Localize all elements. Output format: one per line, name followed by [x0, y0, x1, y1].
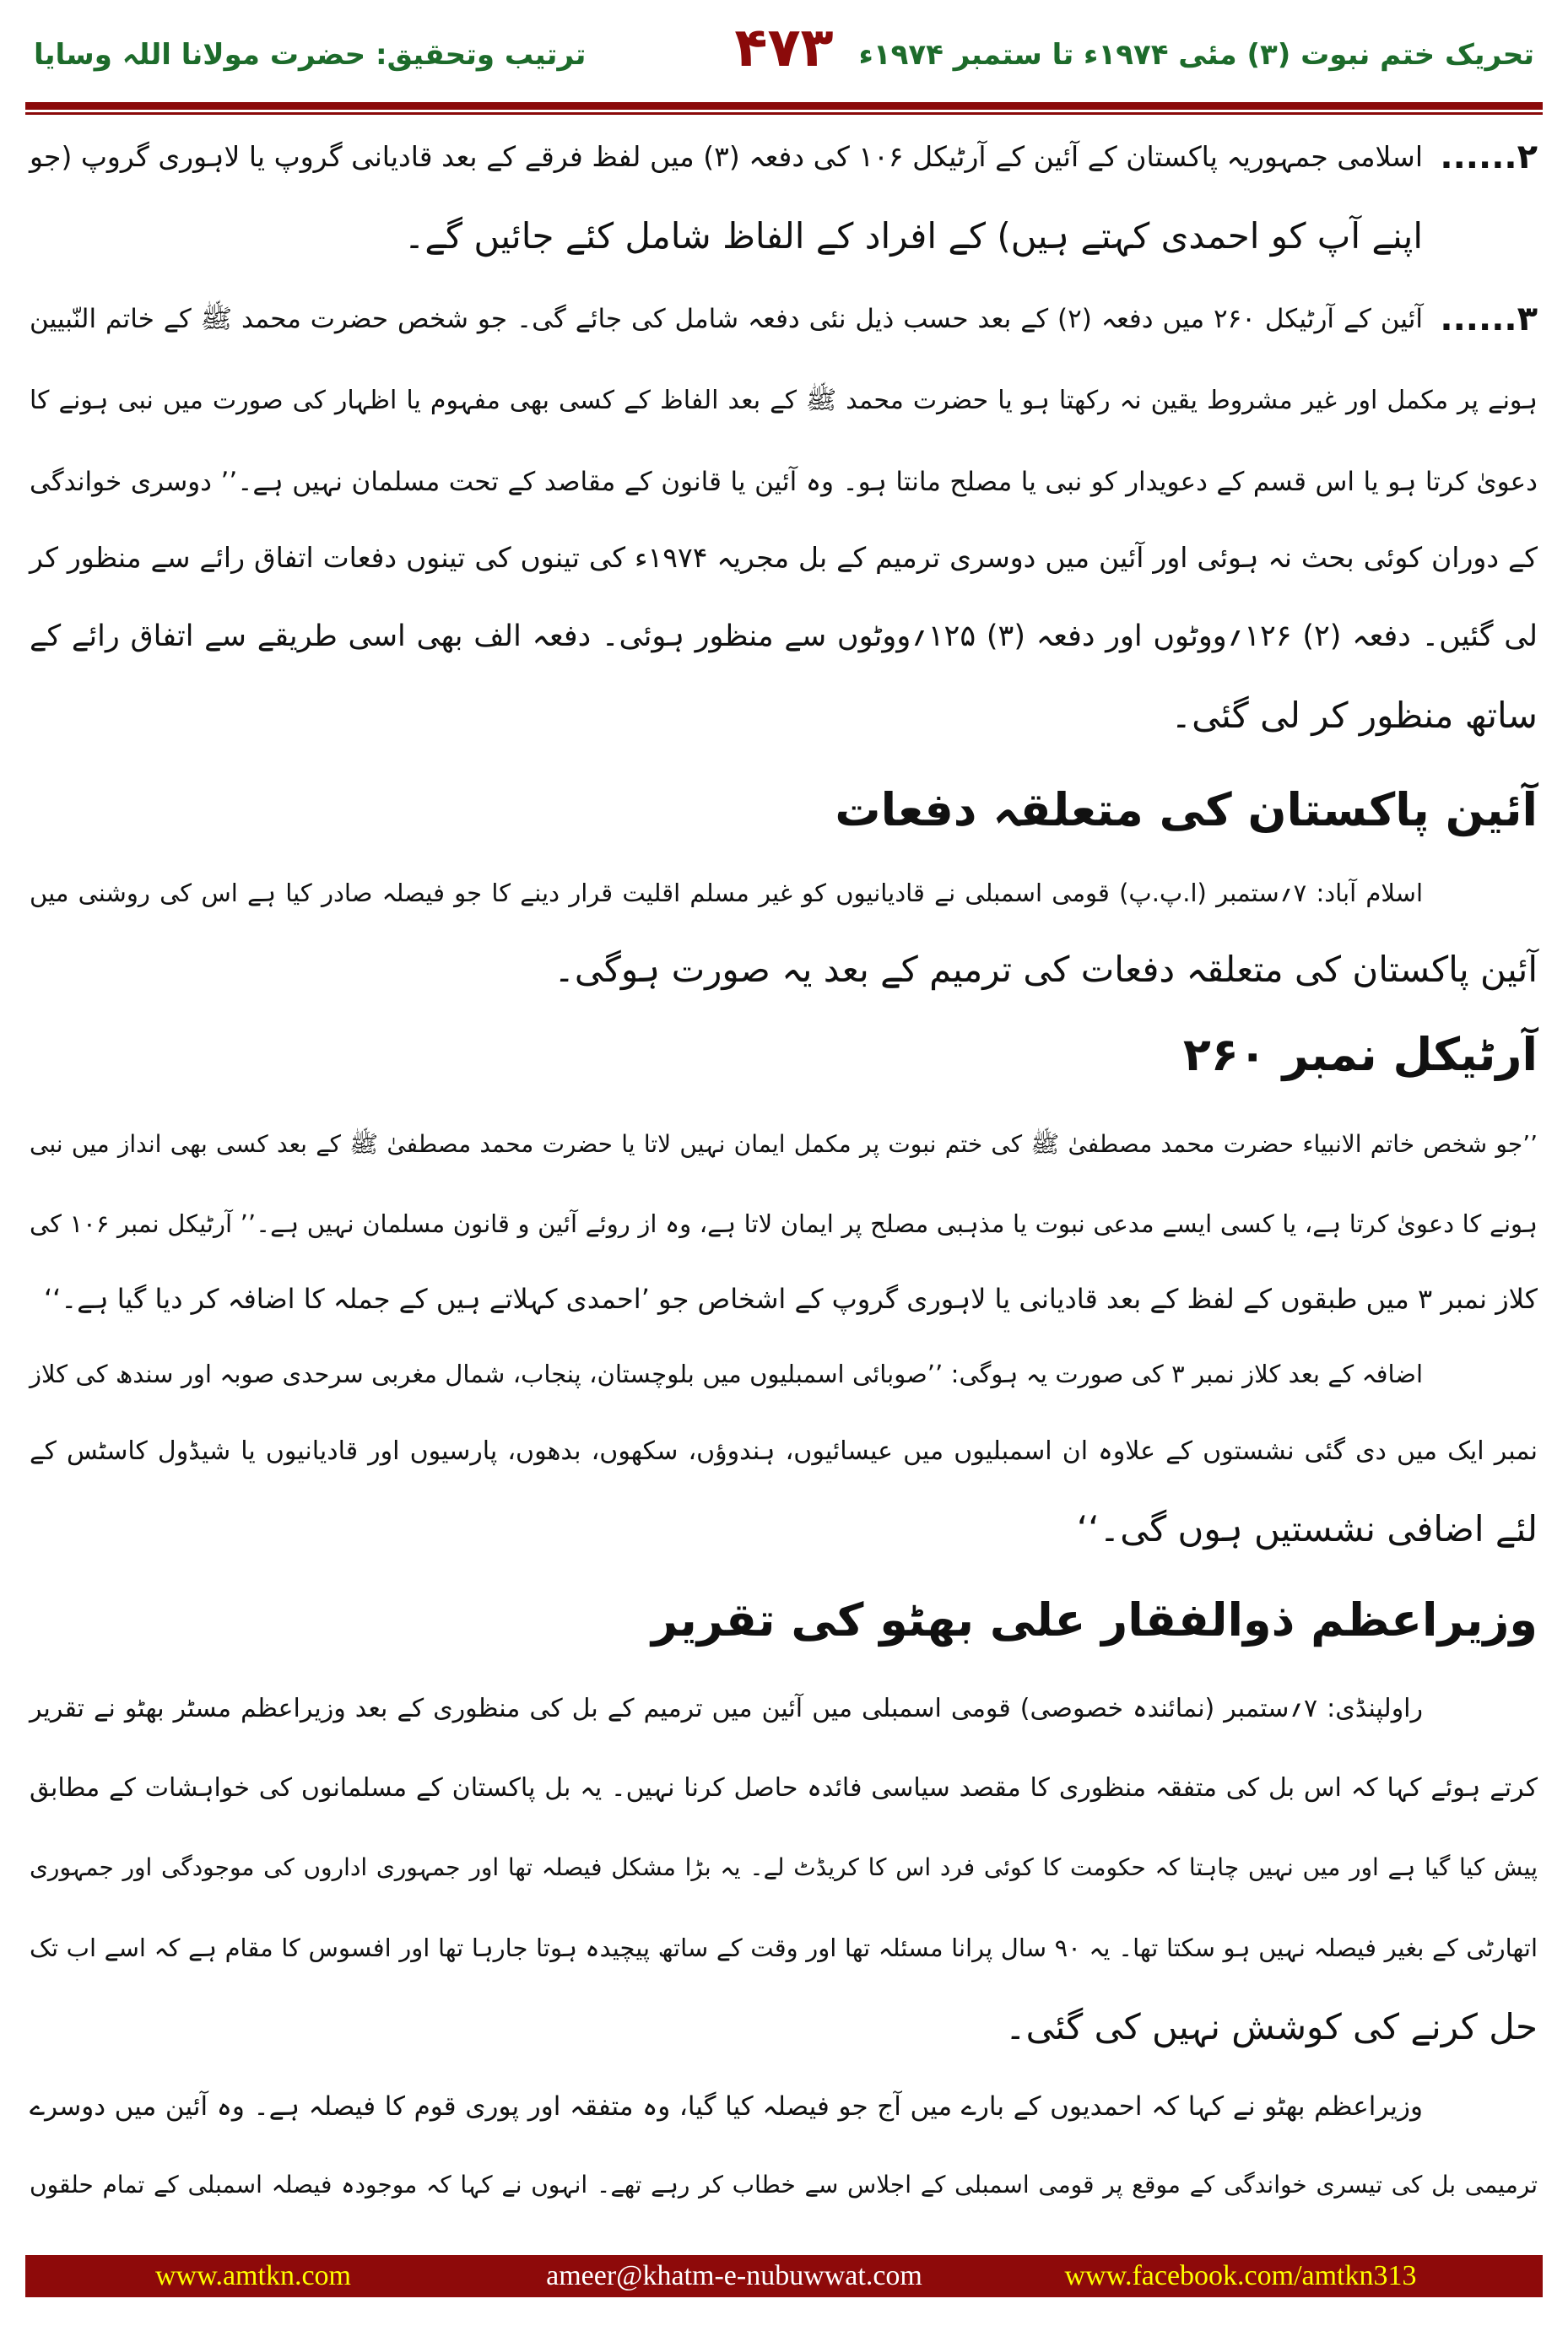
text-line: ہونے کا دعویٰ کرتا ہے، یا کسی ایسے مدعی نبوت یا مذہبی مصلح پر ایمان لاتا ہے، وہ از روئے آئین و قانون مسلمان نہیں ہے۔’’ آرٹیکل نمبر ۱۰۶ کی — [30, 1209, 1538, 1238]
text-line: آئین کے آرٹیکل ۲۶۰ میں دفعہ (۲) کے بعد حسب ذیل نئی دفعہ شامل کی جائے گی۔ جو شخص حضرت محمد ﷺ کے خاتم النّبیین — [30, 304, 1423, 334]
text-line: اپنے آپ کو احمدی کہتے ہیں) کے افراد کے الفاظ شامل کئے جائیں گے۔ — [403, 215, 1423, 257]
text-line: وزیراعظم بھٹو نے کہا کہ احمدیوں کے بارے میں آج جو فیصلہ کیا گیا، وہ متفقہ اور پوری قوم کا فیصلہ ہے۔ وہ آئین میں دوسرے — [30, 2091, 1423, 2122]
section-heading: وزیراعظم ذوالفقار علی بھٹو کی تقریر — [651, 1593, 1538, 1647]
text-line: پیش کیا گیا ہے اور میں نہیں چاہتا کہ حکومت کا کوئی فرد اس کا کریڈٹ لے۔ یہ بڑا مشکل فیصلہ تھا اور جمہوری اداروں کی موجودگی اور جمہوری — [30, 1853, 1538, 1881]
text-line: دعویٰ کرتا ہو یا اس قسم کے دعویدار کو نبی یا مصلح مانتا ہو۔ وہ آئین یا قانون کے مقاصد کے تحت مسلمان نہیں ہے۔’’ دوسری خواندگی — [30, 467, 1538, 497]
header-rule-thin — [25, 112, 1543, 115]
text-line: کے دوران کوئی بحث نہ ہوئی اور آئین میں دوسری ترمیم کے بل مجریہ ۱۹۷۴ء کی تینوں کی تینوں دفعات اتفاق رائے سے منظور کر — [30, 541, 1538, 574]
text-line: لی گئیں۔ دفعہ (۲) ۱۲۶؍ووٹوں اور دفعہ (۳) ۱۲۵؍ووٹوں سے منظور ہوئی۔ دفعہ الف بھی اسی طریقے سے اتفاق رائے کے — [30, 619, 1538, 653]
text-line: آئین پاکستان کی متعلقہ دفعات کی ترمیم کے بعد یہ صورت ہوگی۔ — [554, 949, 1538, 990]
text-line: نمبر ایک میں دی گئی نشستوں کے علاوہ ان اسمبلیوں میں عیسائیوں، ہندوؤں، سکھوں، بدھوں، پارسیوں اور قادیانیوں یا شیڈول کاسٹس کے — [30, 1436, 1538, 1466]
text-line: حل کرنے کی کوشش نہیں کی گئی۔ — [1004, 2006, 1538, 2047]
header-rule-thick — [25, 102, 1543, 110]
text-line: راولپنڈی: ۷؍ستمبر (نمائندہ خصوصی) قومی اسمبلی میں آئین میں ترمیم کے بل کی منظوری کے بعد وزیراعظم مسٹر بھٹو نے تقریر — [30, 1694, 1423, 1723]
text-line: اسلامی جمہوریہ پاکستان کے آئین کے آرٹیکل ۱۰۶ کی دفعہ (۳) میں لفظ فرقے کے بعد قادیانی گروپ یا لاہوری گروپ (جو — [30, 140, 1424, 173]
text-line: ساتھ منظور کر لی گئی۔ — [1171, 695, 1538, 736]
section-heading: آرٹیکل نمبر ۲۶۰ — [1182, 1028, 1538, 1081]
facebook-link[interactable]: www.facebook.com/amtkn313 — [1064, 2260, 1417, 2291]
item-number: ۲...... — [1440, 138, 1538, 176]
page-number: ۴۷۳ — [734, 17, 834, 79]
text-line: اتھارٹی کے بغیر فیصلہ نہیں ہو سکتا تھا۔ یہ ۹۰ سال پرانا مسئلہ تھا اور وقت کے ساتھ پیچیدہ ہوتا جارہا تھا اور افسوس کا مقام ہے کہ اسے اب تک — [30, 1934, 1538, 1962]
item-number: ۳...... — [1440, 300, 1538, 338]
text-line: ترمیمی بل کی تیسری خواندگی کے موقع پر قومی اسمبلی کے اجلاس سے خطاب کر رہے تھے۔ انہوں نے کہا کہ موجودہ فیصلہ اسمبلی کے تمام حلقوں — [30, 2171, 1538, 2199]
text-line: کلاز نمبر ۳ میں طبقوں کے لفظ کے بعد قادیانی یا لاہوری گروپ کے اشخاص جو ’احمدی کہلاتے ہیں کے جملہ کا اضافہ کر دیا گیا ہے۔‘‘ — [43, 1283, 1538, 1315]
text-line: اضافہ کے بعد کلاز نمبر ۳ کی صورت یہ ہوگی: ’’صوبائی اسمبلیوں میں بلوچستان، پنجاب، شمال مغربی سرحدی صوبہ اور سندھ کی کلاز — [30, 1360, 1424, 1388]
email-link[interactable]: ameer@khatm-e-nubuwwat.com — [546, 2260, 922, 2291]
footer-bar — [25, 2255, 1543, 2297]
text-line: ’’جو شخص خاتم الانبیاء حضرت محمد مصطفیٰ ﷺ کی ختم نبوت پر مکمل ایمان نہیں لاتا یا حضرت محمد مصطفیٰ ﷺ کے بعد کسی بھی انداز میں نبی — [30, 1130, 1538, 1158]
website-link[interactable]: www.amtkn.com — [155, 2260, 351, 2291]
text-line: اسلام آباد: ۷؍ستمبر (ا.پ.پ) قومی اسمبلی نے قادیانیوں کو غیر مسلم اقلیت قرار دینے کا جو فیصلہ صادر کیا ہے اس کی روشنی میں — [30, 879, 1424, 907]
text-line: ہونے پر مکمل اور غیر مشروط یقین نہ رکھتا ہو یا حضرت محمد ﷺ کے بعد الفاظ کے کسی بھی مفہوم یا اظہار کی صورت میں نبی ہونے کا — [30, 386, 1538, 415]
section-heading: آئین پاکستان کی متعلقہ دفعات — [835, 783, 1538, 836]
author-credit: ترتیب وتحقیق: حضرت مولانا اللہ وسایا — [34, 38, 587, 72]
text-line: لئے اضافی نشستیں ہوں گی۔‘‘ — [1076, 1508, 1538, 1550]
text-line: کرتے ہوئے کہا کہ اس بل کی متفقہ منظوری کا مقصد سیاسی فائدہ حاصل کرنا نہیں۔ یہ بل پاکستان کے مسلمانوں کی خواہشات کے مطابق — [30, 1773, 1538, 1803]
book-title: تحریک ختم نبوت (۳) مئی ۱۹۷۴ء تا ستمبر ۱۹۷۴ء — [858, 38, 1534, 72]
